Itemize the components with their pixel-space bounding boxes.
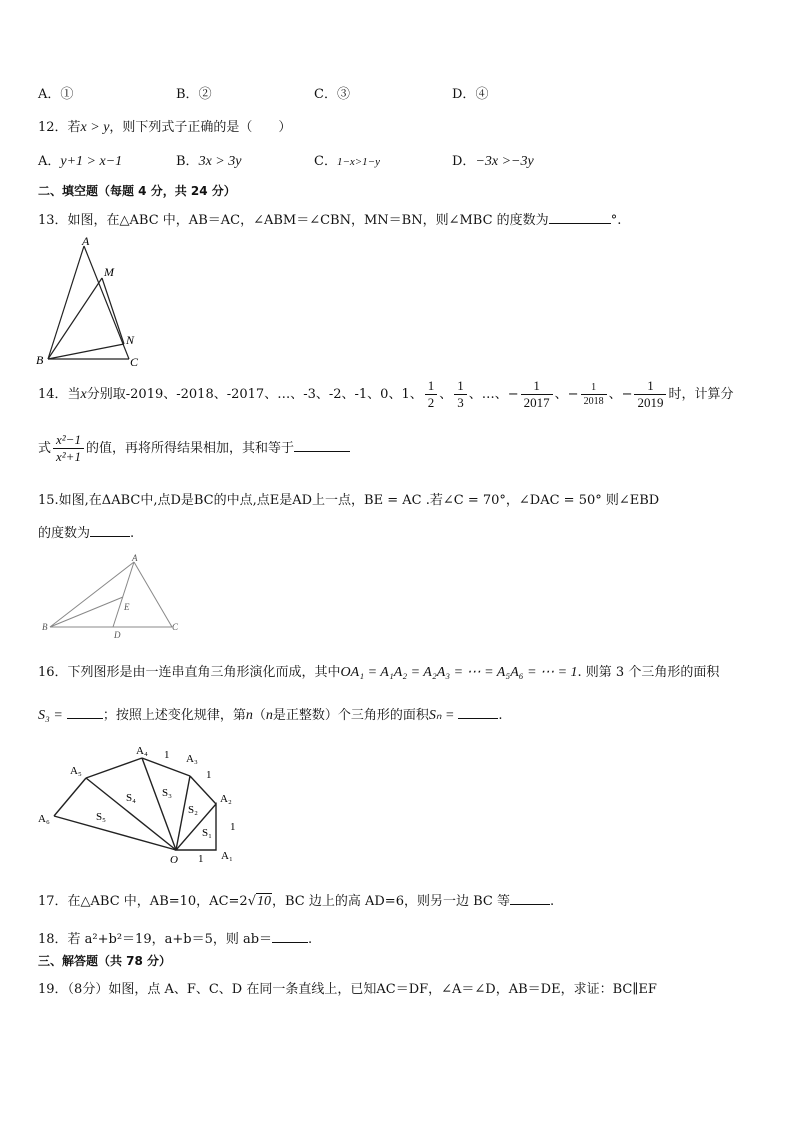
q14-line2: 式 $\frac{\text{x²−1}}{\text{x²+1}}$ 的值，再将所得结果相加，其和等于: [38, 432, 350, 465]
fig16-area-s5: S₅: [96, 811, 106, 823]
fig16-area-s1: S₁: [202, 827, 212, 839]
q14-line1: 14．当x分别取-2019、-2018、-2017、…、-3、-2、-1、0、1、 $\frac{1}{2}$ 、 $\frac{1}{3}$ 、…、− $\frac{1}{2017}$ 、− $\frac{1}{2018}$ 、− $\frac{1}{2019}$ 时，计算分: [38, 378, 734, 410]
fig16-one-bottom: 1: [198, 853, 204, 865]
fig16-label-a6: A₆: [38, 813, 50, 825]
fig16-label-a4: A₄: [136, 745, 148, 757]
q13-triangle-figure: [34, 234, 146, 370]
q17-answer-blank[interactable]: [510, 892, 550, 905]
q11-option-b[interactable]: B．②: [176, 87, 212, 102]
q11-option-d[interactable]: D．④: [452, 87, 489, 102]
fig16-area-s3: S₃: [162, 787, 172, 799]
q18-answer-blank[interactable]: [272, 930, 308, 943]
fig16-label-a5: A₅: [70, 765, 82, 777]
fig15-label-e: E: [124, 602, 130, 612]
q17-text: 17．在△ABC 中，AB=10，AC=2√10，BC 边上的高 AD=6，则另一边 BC 等 .: [38, 894, 555, 909]
fig15-label-c: C: [172, 622, 179, 632]
q14-answer-blank[interactable]: [294, 439, 350, 452]
q12-option-c[interactable]: C．1−x>1−y: [314, 154, 380, 169]
q15-answer-blank[interactable]: [90, 524, 130, 537]
q16-line2: S₃ = ；按照上述变化规律，第n（n是正整数）个三角形的面积Sₙ = .: [38, 708, 503, 723]
fig16-label-o: O: [170, 854, 178, 866]
q16-answer-blank-1[interactable]: [67, 706, 103, 719]
fig13-label-a: A: [82, 234, 90, 248]
fig16-area-s2: S₂: [188, 804, 198, 816]
q13-text: 13．如图，在△ABC 中，AB＝AC，∠ABM＝∠CBN，MN＝BN，则∠MBC 的度数为 °.: [38, 213, 622, 228]
q12-option-b[interactable]: B．3x > 3y: [176, 154, 242, 169]
section-title-fill-in: 二、填空题（每题 4 分，共 24 分）: [38, 184, 236, 198]
fig16-label-a1: A₁: [221, 850, 233, 862]
fig15-label-b: B: [42, 622, 48, 632]
q15-line1: 15.如图,在ΔABC中,点D是BC的中点,点E是AD上一点，BE = AC .若∠C = 70°，∠DAC = 50° 则∠EBD: [38, 493, 660, 508]
q12-option-d[interactable]: D．−3x >−3y: [452, 154, 534, 169]
fig16-area-s4: S₄: [126, 792, 136, 804]
fig13-label-c: C: [130, 355, 139, 369]
q15-triangle-figure: [40, 552, 190, 640]
fig13-label-m: M: [104, 265, 114, 279]
fig16-label-a3: A₃: [186, 753, 198, 765]
fig15-label-a: A: [132, 553, 138, 563]
q16-spiral-figure: [34, 738, 254, 870]
q16-answer-blank-2[interactable]: [458, 706, 498, 719]
q12-option-a[interactable]: A．y+1 > x−1: [38, 154, 123, 169]
fig16-one-upper-right: 1: [206, 769, 212, 781]
fig16-label-a2: A₂: [220, 793, 232, 805]
section-title-solutions: 三、解答题（共 78 分）: [38, 954, 172, 968]
fig13-label-b: B: [36, 353, 44, 367]
q11-option-a[interactable]: A．①: [38, 87, 74, 102]
q15-line2: 的度数为 .: [38, 526, 135, 541]
q11-option-c[interactable]: C．③: [314, 87, 350, 102]
fig16-one-top: 1: [164, 749, 170, 761]
q13-answer-blank[interactable]: [549, 211, 611, 224]
q18-text: 18．若 a²+b²＝19，a+b＝5，则 ab＝ .: [38, 932, 313, 947]
q19-text: 19．（8分）如图，点 A、F、C、D 在同一条直线上，已知AC＝DF，∠A＝∠D，AB＝DE，求证：BC∥EF: [38, 982, 657, 997]
q12-stem: 12．若x > y，则下列式子正确的是（ ）: [38, 120, 292, 135]
q16-line1: 16．下列图形是由一连串直角三角形演化而成，其中OA₁ = A₁A₂ = A₂A₃ = ⋯ = A₅A₆ = ⋯ = 1. 则第 3 个三角形的面积: [38, 665, 720, 680]
fig13-label-n: N: [126, 333, 135, 347]
fig16-one-right: 1: [230, 821, 236, 833]
fig15-label-d: D: [114, 630, 121, 640]
